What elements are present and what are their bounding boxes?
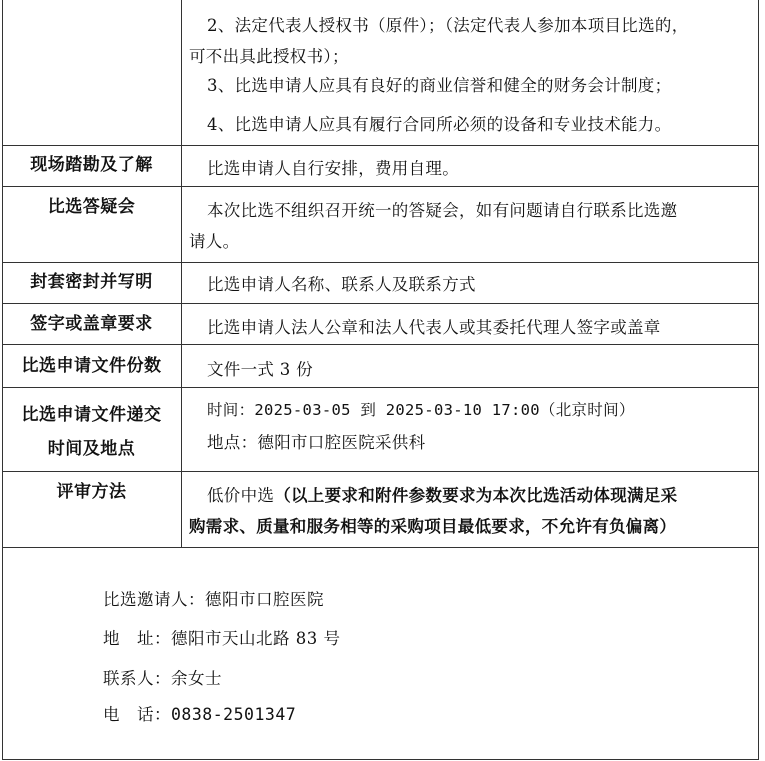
row-divider — [2, 303, 759, 304]
evaluation-method: 低价中选 — [207, 486, 275, 505]
sealing-label: 封套密封并写明 — [30, 272, 153, 292]
qa-content-line2: 请人。 — [189, 232, 240, 251]
evaluation-note-line1: （以上要求和附件参数要求为本次比选活动体现满足采 — [274, 486, 678, 505]
table-right-border — [758, 0, 759, 760]
evaluation-label: 评审方法 — [56, 482, 127, 502]
qa-content-line1: 本次比选不组织召开统一的答疑会，如有问题请自行联系比选邀 — [207, 201, 678, 220]
footer-phone: 电 话：0838-2501347 — [103, 705, 297, 724]
submission-label-line2: 时间及地点 — [47, 439, 136, 459]
requirement-item-2-line2: 可不出具此授权书）； — [189, 47, 349, 66]
signature-content: 比选申请人法人公章和法人代表人或其委托代理人签字或盖章 — [207, 318, 661, 337]
requirement-item-2-line1: 2、法定代表人授权书（原件）；（法定代表人参加本项目比选的， — [207, 16, 689, 35]
evaluation-note-line2: 购需求、质量和服务相等的采购项目最低要求，不允许有负偏离） — [189, 517, 677, 536]
sealing-content: 比选申请人名称、联系人及联系方式 — [207, 275, 476, 294]
site-visit-content: 比选申请人自行安排，费用自理。 — [207, 159, 459, 178]
submission-place: 地点：德阳市口腔医院采供科 — [207, 433, 426, 452]
evaluation-content-line1 — [207, 482, 677, 506]
signature-label: 签字或盖章要求 — [30, 314, 153, 334]
submission-time: 时间：2025-03-05 到 2025-03-10 17:00（北京时间） — [207, 401, 635, 419]
copies-content: 文件一式 3 份 — [207, 360, 313, 379]
copies-label: 比选申请文件份数 — [21, 356, 162, 376]
footer-contact: 联系人：余女士 — [103, 669, 222, 688]
table-bottom-border — [2, 759, 759, 760]
site-visit-label: 现场踏勘及了解 — [30, 155, 153, 175]
requirement-item-4: 4、比选申请人应具有履行合同所必须的设备和专业技术能力。 — [207, 115, 672, 134]
footer-address: 地 址：德阳市天山北路 83 号 — [103, 629, 341, 648]
footer-inviter: 比选邀请人：德阳市口腔医院 — [103, 590, 324, 609]
column-divider — [181, 0, 182, 547]
row-divider — [2, 547, 759, 548]
qa-label: 比选答疑会 — [47, 197, 136, 217]
requirement-item-3: 3、比选申请人应具有良好的商业信誉和健全的财务会计制度； — [207, 76, 672, 95]
row-divider — [2, 344, 759, 345]
submission-label-line1: 比选申请文件递交 — [21, 405, 162, 425]
row-divider — [2, 186, 759, 187]
row-divider — [2, 387, 759, 388]
row-divider — [2, 471, 759, 472]
